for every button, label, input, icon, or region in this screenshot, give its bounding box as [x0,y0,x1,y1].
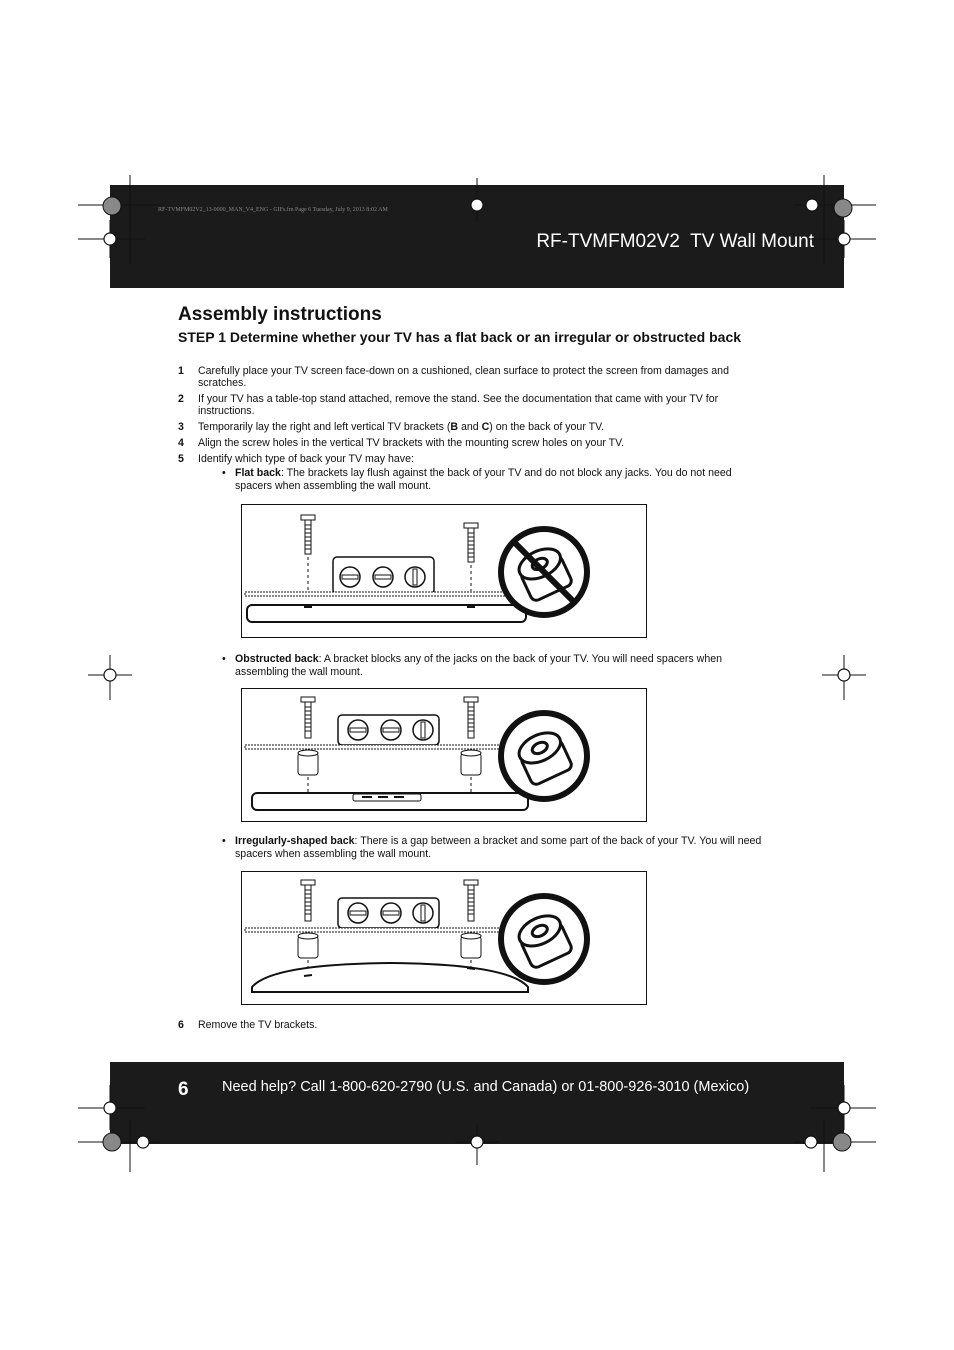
step-text: Identify which type of back your TV may have: [198,453,414,465]
bracket-c-label: C [481,421,490,433]
step-text: Carefully place your TV screen face-down on a cushioned, clean surface to protect the screen from damages and scratches. [198,365,729,389]
no-spacer-icon [501,529,587,615]
step-item [178,453,758,465]
step-number: 5 [178,453,184,465]
screw-icon [464,523,478,591]
back-type-irregular [222,835,765,860]
bullet-dot: • [222,835,226,847]
jack-panel [333,557,434,594]
obstructed-back-figure [241,688,647,822]
help-text: Need help? Call 1-800-620-2790 (U.S. and Canada) or 01-800-926-3010 (Mexico) [222,1079,750,1095]
jack-panel [338,898,439,928]
step-item [178,437,758,449]
irregular-back-figure [241,871,647,1005]
screw-icon [464,697,478,738]
step-item [178,1019,758,1031]
step-number: 2 [178,393,184,405]
bullet-dot: • [222,653,226,665]
step-number: 4 [178,437,184,449]
back-type-obstructed [222,653,765,678]
back-type-label: Obstructed back [235,653,319,665]
page-number: 6 [178,1079,189,1100]
step-number: 1 [178,365,184,377]
jack-panel [338,715,439,745]
final-step [178,1019,758,1035]
step-text: If your TV has a table-top stand attached, remove the stand. See the documentation that came with your TV for instructions. [198,393,719,417]
steps-list [178,365,758,469]
flat-back-figure [241,504,647,638]
step-text: Align the screw holes in the vertical TV brackets with the mounting screw holes on your TV. [198,437,625,449]
step-number: 6 [178,1019,184,1031]
screw-icon [301,880,315,921]
header-bar [110,185,844,288]
screw-icon [301,515,315,591]
spacer-icon [461,750,481,793]
print-info: RF-TVMFM02V2_13-0000_MAN_V4_ENG - GIFs.fm Page 6 Tuesday, July 9, 2013 8:02 AM [158,207,388,213]
back-type-text: : There is a gap between a bracket and some part of the back of your TV. You will need spacers when assembling the wall mount. [235,835,762,860]
section-title: Assembly instructions [178,304,382,325]
footer-bar [110,1062,844,1144]
bracket-b-label: B [450,421,459,433]
step-text: Remove the TV brackets. [198,1019,318,1031]
back-type-label: Flat back [235,467,281,479]
irregular-back-illustration [242,872,646,1004]
spacer-icon [298,750,318,793]
back-type-label: Irregularly-shaped back [235,835,355,847]
bullet-dot: • [222,467,226,479]
back-type-flat [222,467,765,492]
spacer-allowed-icon [501,896,587,982]
back-type-text: : A bracket blocks any of the jacks on the back of your TV. You will need spacers when assembling the wall mount. [235,653,723,678]
step-item [178,393,758,417]
screw-icon [301,697,315,738]
obstructed-back-illustration [242,689,646,821]
step-item [178,365,758,389]
back-type-text: : The brackets lay flush against the back of your TV and do not block any jacks. You do not need spacers when assembling the wall mount. [235,467,732,492]
spacer-allowed-icon [501,713,587,799]
flat-back-illustration [242,505,646,637]
step-number: 3 [178,421,184,433]
step-text: Temporarily lay the right and left vertical TV brackets (B and C) on the back of your TV. [198,421,605,433]
step-item [178,421,758,433]
screw-icon [464,880,478,921]
header-title: RF-TVMFM02V2 TV Wall Mount [536,231,814,252]
spacer-icon [461,933,481,968]
step-title: STEP 1 Determine whether your TV has a flat back or an irregular or obstructed back [178,329,742,345]
